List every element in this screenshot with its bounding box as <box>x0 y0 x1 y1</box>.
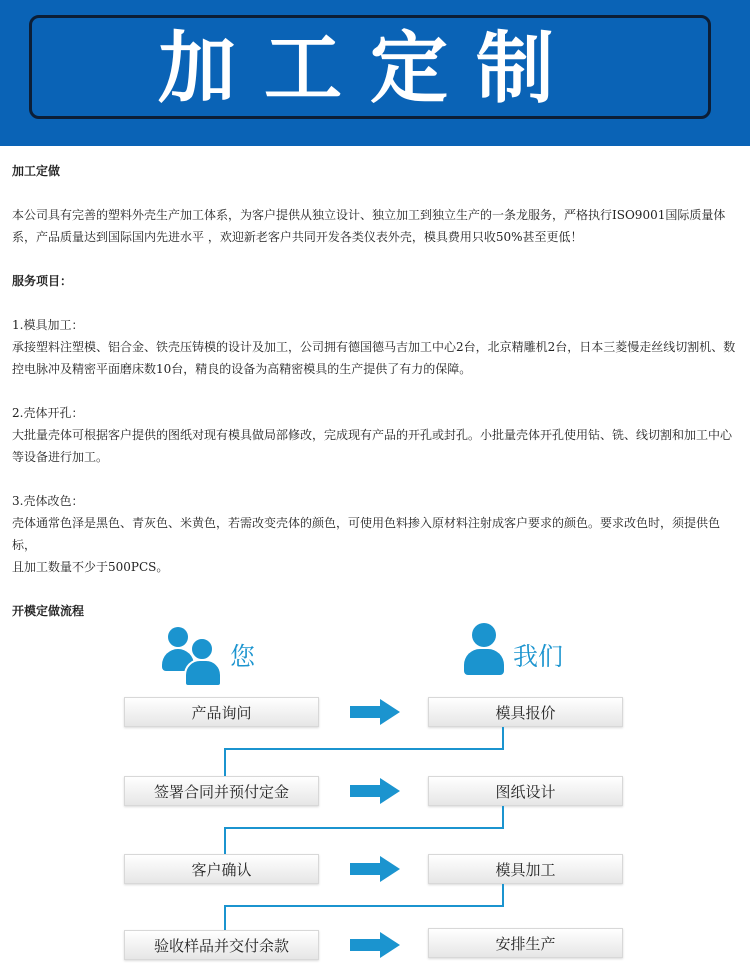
arrow-right-icon <box>350 856 400 882</box>
step-customer-confirm: 客户确认 <box>124 854 319 884</box>
intro-text: 系，产品质量达到国际国内先进水平 ，欢迎新老客户共同开发各类仪表外壳，模具费用只收50%甚至更低！ <box>12 230 583 244</box>
section-heading: 加工定做 <box>12 164 61 178</box>
company-icon <box>462 623 506 675</box>
step-mold-machining: 模具加工 <box>428 854 623 884</box>
intro-text: 本公司具有完善的塑料外壳生产加工体系，为客户提供从独立设计、独立加工到独立生产的一条龙服务，严格执行ISO9001国际质量体 <box>12 208 726 222</box>
arrow-right-icon <box>350 932 400 958</box>
process-flowchart <box>0 615 750 980</box>
banner-title: 加工定制 <box>157 24 582 114</box>
arrow-right-icon <box>350 699 400 725</box>
banner <box>0 0 750 146</box>
step-drawing-design: 图纸设计 <box>428 776 623 806</box>
process-heading: 开模定做流程 <box>12 604 85 618</box>
step-product-inquiry: 产品询问 <box>124 697 319 727</box>
content <box>12 160 738 622</box>
step-accept-sample: 验收样品并交付余款 <box>124 930 319 960</box>
service-title: 2.壳体开孔： <box>12 406 84 420</box>
services-heading: 服务项目： <box>12 274 73 288</box>
service-text: 且加工数量不少于500PCS。 <box>12 560 169 574</box>
service-text: 大批量壳体可根据客户提供的图纸对现有模具做局部修改，完成现有产品的开孔或封孔。小批量壳体开孔使用钻、铣、线切割和加工中心 <box>12 428 733 442</box>
service-text: 控电脉冲及精密平面磨床数10台，精良的设备为高精密模具的生产提供了有力的保障。 <box>12 362 472 376</box>
customers-icon <box>160 625 220 685</box>
service-title: 3.壳体改色： <box>12 494 84 508</box>
arrow-right-icon <box>350 778 400 804</box>
actor-you-label: 您 <box>230 642 256 671</box>
service-text: 等设备进行加工。 <box>12 450 109 464</box>
service-text: 壳体通常色泽是黑色、青灰色、米黄色，若需改变壳体的颜色，可使用色料掺入原材料注射成客户要求的颜色。要求改色时，须提供色标， <box>12 516 721 552</box>
banner-frame <box>29 15 711 119</box>
step-mold-quote: 模具报价 <box>428 697 623 727</box>
step-sign-contract: 签署合同并预付定金 <box>124 776 319 806</box>
service-title: 1.模具加工： <box>12 318 84 332</box>
actor-us-label: 我们 <box>513 642 564 671</box>
step-arrange-production: 安排生产 <box>428 928 623 958</box>
service-text: 承接塑料注塑模、铝合金、铁壳压铸模的设计及加工，公司拥有德国德马吉加工中心2台，北京精雕机2台，日本三菱慢走丝线切割机、数 <box>12 340 736 354</box>
